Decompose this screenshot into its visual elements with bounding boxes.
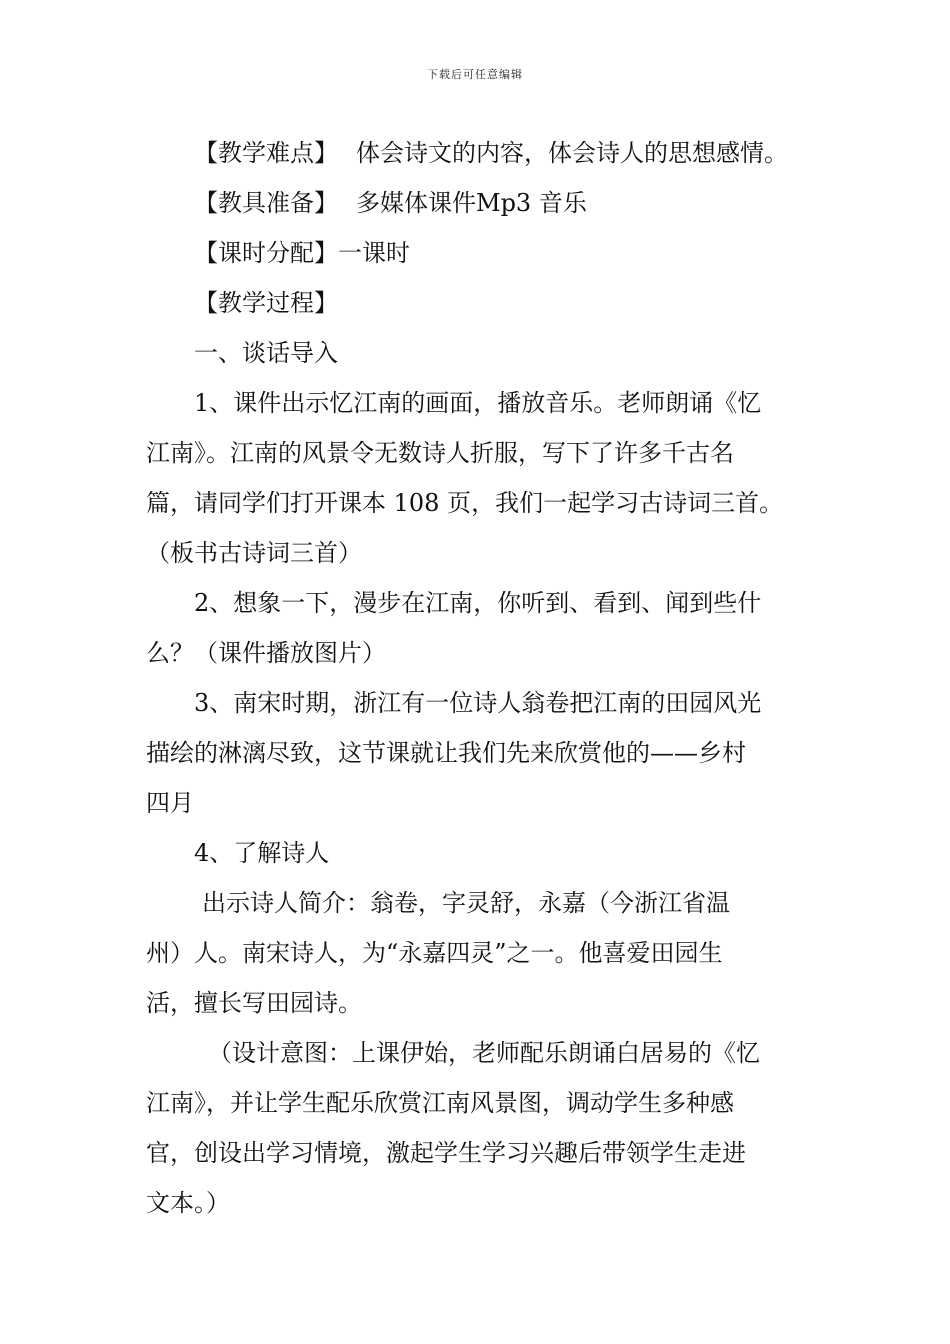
- design-intent-paragraph: [146, 1028, 810, 1228]
- item-2-line: 么？（课件播放图片）: [146, 639, 386, 667]
- item-3-paragraph: [146, 678, 810, 828]
- design-intent-line: 江南》，并让学生配乐欣赏江南风景图，调动学生多种感: [146, 1089, 734, 1117]
- teaching-difficulty-text: 体会诗文的内容，体会诗人的思想感情。: [356, 139, 788, 167]
- item-3-line: 描绘的淋漓尽致，这节课就让我们先来欣赏他的——乡村: [146, 739, 746, 767]
- document-body: [146, 128, 810, 1228]
- item-4-title: 4、了解诗人: [194, 839, 330, 867]
- item-1-line: 1、课件出示忆江南的画面，播放音乐。老师朗诵《忆: [194, 389, 762, 417]
- section-intro-title: 一、谈话导入: [194, 339, 338, 367]
- item-2-line: 2、想象一下，漫步在江南，你听到、看到、闻到些什: [194, 589, 762, 617]
- poet-intro-line: 出示诗人简介：翁卷，字灵舒，永嘉（今浙江省温: [202, 889, 730, 917]
- teaching-materials-text: 多媒体课件Mp3 音乐: [356, 189, 587, 217]
- design-intent-line: （设计意图：上课伊始，老师配乐朗诵白居易的《忆: [208, 1039, 760, 1067]
- poet-intro-line: 州）人。南宋诗人，为“永嘉四灵”之一。他喜爱田园生: [146, 939, 723, 967]
- teaching-materials: [146, 178, 810, 228]
- poet-intro-line: 活，擅长写田园诗。: [146, 989, 362, 1017]
- teaching-materials-label: 【教具准备】: [194, 189, 338, 217]
- item-1-paragraph: [146, 378, 810, 578]
- teaching-difficulty-label: 【教学难点】: [194, 139, 338, 167]
- lesson-schedule-label: 【课时分配】: [194, 239, 338, 267]
- lesson-schedule: [146, 228, 810, 278]
- lesson-schedule-text: 一课时: [338, 239, 410, 267]
- teaching-process-heading: 【教学过程】: [194, 289, 338, 317]
- item-3-line: 四月: [146, 789, 194, 817]
- item-1-line: 江南》。江南的风景令无数诗人折服，写下了许多千古名: [146, 439, 734, 467]
- design-intent-line: 文本。）: [146, 1189, 230, 1217]
- item-3-line: 3、南宋时期，浙江有一位诗人翁卷把江南的田园风光: [194, 689, 762, 717]
- poet-intro-paragraph: [146, 878, 810, 1028]
- design-intent-line: 官，创设出学习情境，激起学生学习兴趣后带领学生走进: [146, 1139, 746, 1167]
- item-1-line: （板书古诗词三首）: [146, 539, 362, 567]
- teaching-difficulty: [146, 128, 810, 178]
- header-note: 下载后可任意编辑: [427, 68, 523, 81]
- item-2-paragraph: [146, 578, 810, 678]
- item-1-line: 篇，请同学们打开课本 108 页，我们一起学习古诗词三首。: [146, 489, 784, 517]
